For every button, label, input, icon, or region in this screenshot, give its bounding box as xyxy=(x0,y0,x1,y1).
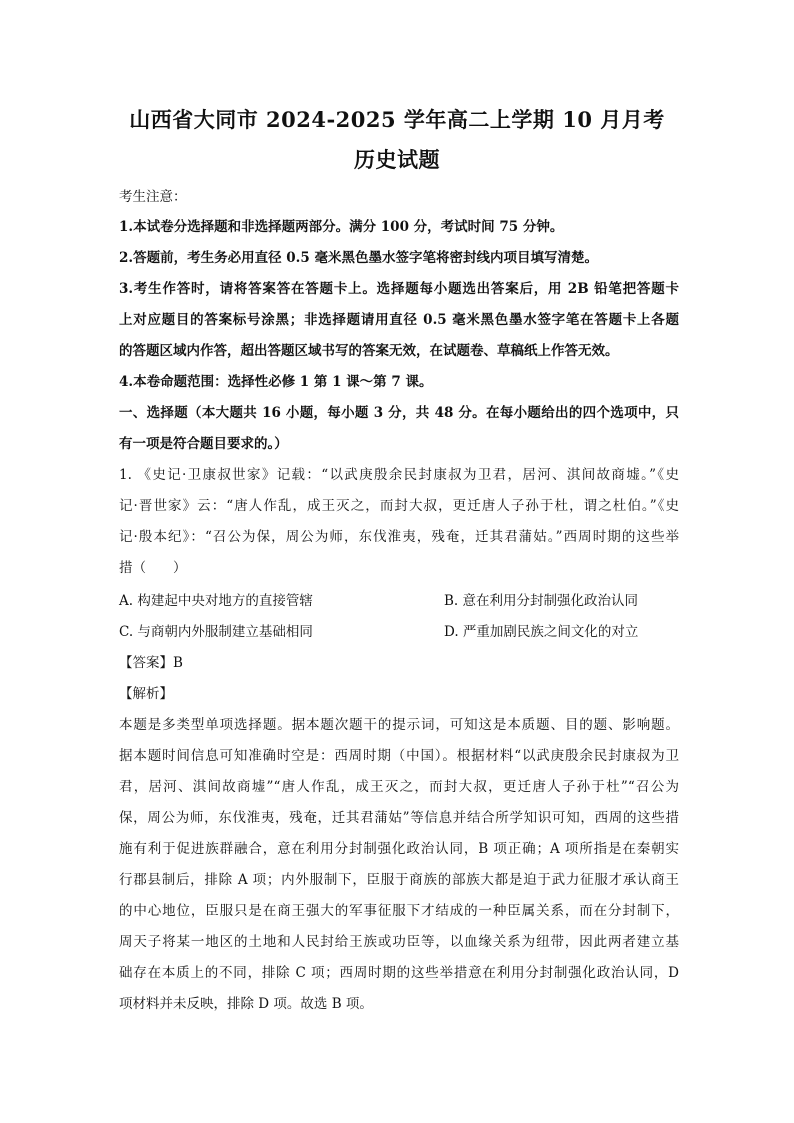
question-1-stem-line-2: 记·晋世家》云：“唐人作乱，成王灭之，而封大叔，更迁唐人子孙于杜，谓之杜伯。”《史 xyxy=(119,498,679,514)
notice-item-3-cont: 上对应题目的答案标号涂黑；非选择题请用直径 0.5 毫米黑色墨水签字笔在答题卡上各题 xyxy=(119,312,679,328)
analysis-line-10: 项材料并未反映，排除 D 项。故选 B 项。 xyxy=(119,996,373,1012)
exam-title: 山西省大同市 2024-2025 学年高二上学期 10 月月考 xyxy=(129,107,665,132)
analysis-line-1: 本题是多类型单项选择题。据本题次题干的提示词，可知这是本质题、目的题、影响题。 xyxy=(119,717,679,733)
section-heading-cont: 有一项是符合题目要求的。） xyxy=(119,436,288,452)
option-b: B. 意在利用分封制强化政治认同 xyxy=(444,593,639,609)
analysis-line-7: 的中心地位，臣服只是在商王强大的军事征服下才结成的一种臣属关系，而在分封制下， xyxy=(119,903,679,919)
analysis-line-5: 施有利于促进族群融合，意在利用分封制强化政治认同，B 项正确；A 项所指是在秦朝实 xyxy=(119,841,679,857)
answer: 【答案】B xyxy=(119,655,183,671)
option-d: D. 严重加剧民族之间文化的对立 xyxy=(444,624,639,640)
notice-item-3-end: 的答题区域内作答，超出答题区域书写的答案无效，在试题卷、草稿纸上作答无效。 xyxy=(119,343,619,359)
analysis-line-3: 君，居河、淇间故商墟”“唐人作乱，成王灭之，而封大叔，更迁唐人子孙于杜”“召公为 xyxy=(119,779,679,795)
notice-item-3: 3.考生作答时，请将答案答在答题卡上。选择题每小题选出答案后，用 2B 铅笔把答题卡 xyxy=(119,281,679,297)
option-a: A. 构建起中央对地方的直接管辖 xyxy=(119,593,313,609)
notice-item-1: 1.本试卷分选择题和非选择题两部分。满分 100 分，考试时间 75 分钟。 xyxy=(119,219,564,235)
option-c: C. 与商朝内外服制建立基础相同 xyxy=(119,624,313,640)
notice-heading: 考生注意： xyxy=(119,189,187,205)
analysis-heading: 【解析】 xyxy=(119,686,173,702)
notice-item-4: 4.本卷命题范围：选择性必修 1 第 1 课～第 7 课。 xyxy=(119,374,433,390)
notice-item-2: 2.答题前，考生务必用直径 0.5 毫米黑色墨水签字笔将密封线内项目填写清楚。 xyxy=(119,250,598,266)
exam-subject: 历史试题 xyxy=(354,147,440,172)
question-1-stem-line-3: 记·殷本纪》：“召公为保，周公为师，东伐淮夷，残奄，迁其君蒲姑。”西周时期的这些举 xyxy=(119,529,679,545)
analysis-line-4: 保，周公为师，东伐淮夷，残奄，迁其君蒲姑”等信息并结合所学知识可知，西周的这些措 xyxy=(119,810,679,826)
question-1-stem: 1. 《史记·卫康叔世家》记载：“以武庚殷余民封康叔为卫君，居河、淇间故商墟。”《史 xyxy=(119,467,679,483)
question-1-stem-line-4: 措（ ） xyxy=(119,560,187,576)
section-heading: 一、选择题（本大题共 16 小题，每小题 3 分，共 48 分。在每小题给出的四个选项中，只 xyxy=(119,405,679,421)
analysis-line-9: 础存在本质上的不同，排除 C 项；西周时期的这些举措意在利用分封制强化政治认同，D xyxy=(119,965,679,981)
analysis-line-6: 行郡县制后，排除 A 项；内外服制下，臣服于商族的部族大都是迫于武力征服才承认商王 xyxy=(119,872,679,888)
analysis-line-2: 据本题时间信息可知准确时空是：西周时期（中国）。根据材料“以武庚殷余民封康叔为卫 xyxy=(119,748,679,764)
analysis-line-8: 周天子将某一地区的土地和人民封给王族或功臣等，以血缘关系为纽带，因此两者建立基 xyxy=(119,934,679,950)
